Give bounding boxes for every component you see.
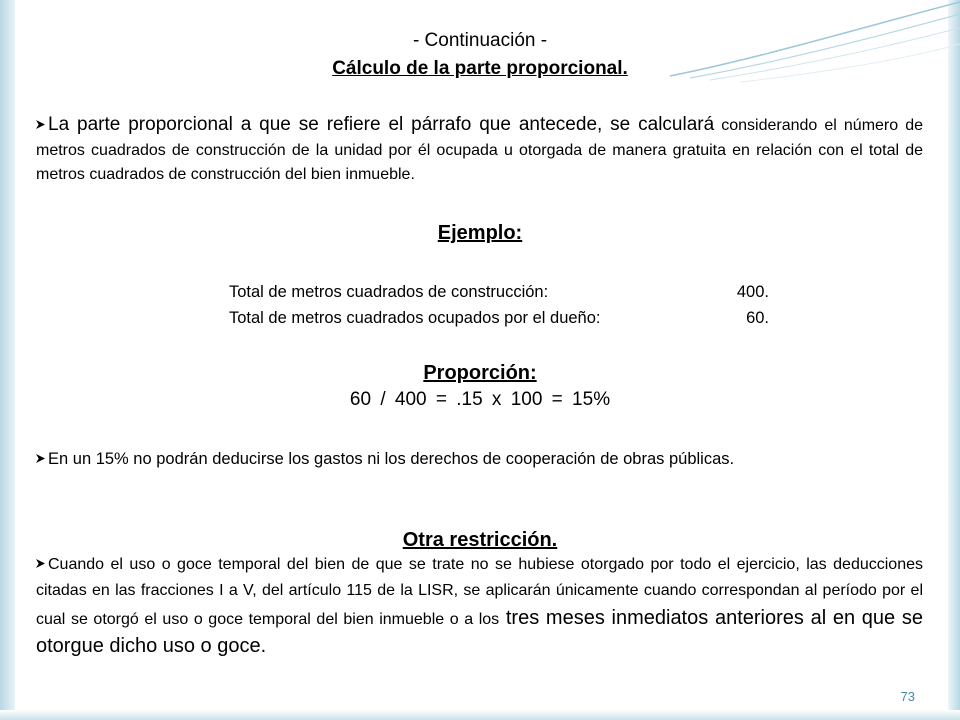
example-row <box>229 283 769 302</box>
example-label: Total de metros cuadrados de construcción: <box>229 283 549 301</box>
example-label: Total de metros cuadrados ocupados por el dueño: <box>229 309 601 327</box>
page-number: 73 <box>900 689 915 704</box>
paragraph-tail: tres meses inmediatos anteriores al en que se otorgue dicho uso o goce. <box>36 606 923 658</box>
left-frame-bar <box>0 0 15 720</box>
paragraph-body: Cuando el uso o goce temporal del bien de que se trate no se hubiese otorgado por todo el ejercicio, las deducciones citadas en las fracciones I a V, del artículo 115 de la LISR, se aplicarán únicamente cuando correspondan al período por el cual se otorgó el uso o goce temporal del bien inmueble o a los <box>36 556 923 628</box>
paragraph-non-deductible <box>36 446 923 472</box>
right-frame-bar <box>948 0 960 720</box>
slide-title: Cálculo de la parte proporcional. <box>332 58 628 79</box>
arrow-bullet-icon <box>36 559 45 568</box>
paragraph-proportional-part <box>36 113 923 188</box>
example-row <box>229 309 769 328</box>
proportion-formula: 60 / 400 = .15 x 100 = 15% <box>349 389 611 410</box>
example-value: 400. <box>736 283 769 301</box>
example-heading: Ejemplo: <box>437 222 523 244</box>
arrow-bullet-icon <box>36 454 45 463</box>
example-value: 60. <box>746 309 769 327</box>
paragraph-body: considerando el número de metros cuadrados de construcción de la unidad por él ocupada u otorgada de manera gratuita en relación con el total de metros cuadrados de construcción del bien inmueble. <box>36 117 923 184</box>
arrow-bullet-icon <box>36 120 45 129</box>
paragraph-body: En un 15% no podrán deducirse los gastos ni los derechos de cooperación de obras públicas. <box>48 450 735 468</box>
proportion-heading: Proporción: <box>423 362 537 384</box>
paragraph-other-restriction <box>36 552 923 662</box>
paragraph-lead: La parte proporcional a que se refiere el párrafo que antecede, se calculará <box>48 114 715 135</box>
other-restriction-heading: Otra restricción. <box>402 529 558 551</box>
bottom-frame-bar <box>0 710 960 720</box>
slide-subtitle: - Continuación - <box>412 30 548 51</box>
